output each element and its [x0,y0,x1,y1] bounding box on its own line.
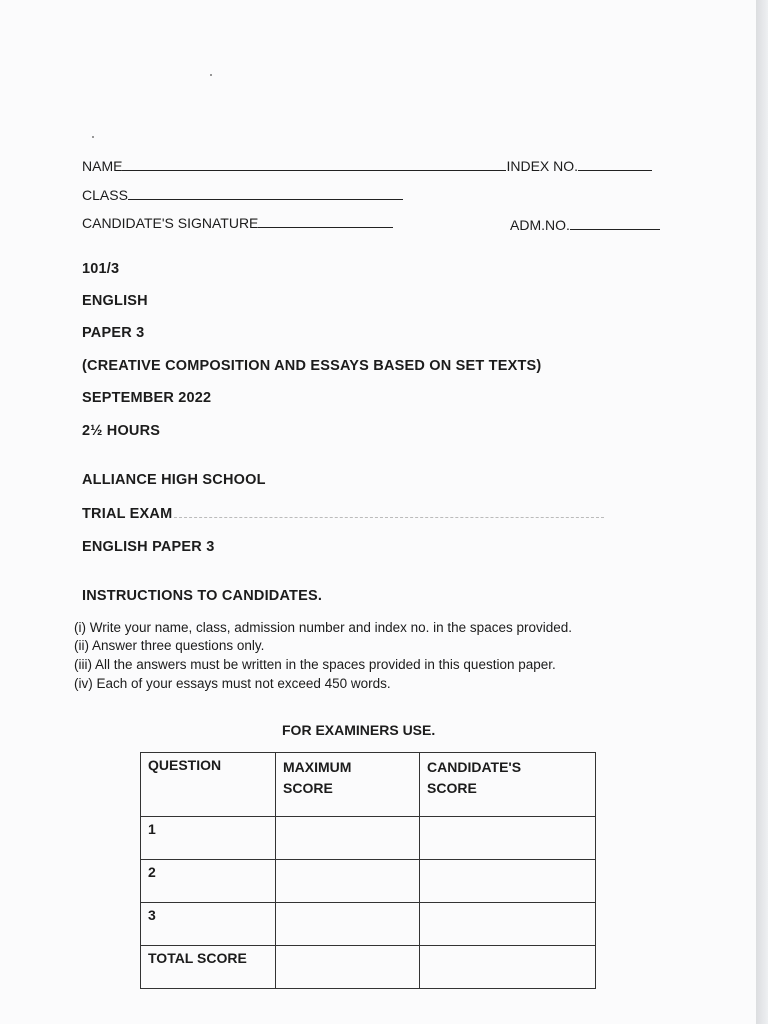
instruction-item: (ii) Answer three questions only. [74,638,265,653]
examiners-heading: FOR EXAMINERS USE. [282,722,436,738]
paper-description: (CREATIVE COMPOSITION AND ESSAYS BASED ON SET TEXTS) [82,358,542,374]
exam-subtitle: ENGLISH PAPER 3 [82,539,215,555]
scan-speck [210,74,212,76]
column-header-maximum-score [276,753,420,817]
page-edge-shadow [756,0,768,1024]
paper-code: 101/3 [82,261,120,277]
table-row [141,903,596,946]
table-header-row [141,753,596,817]
signature-row [82,214,393,231]
column-header-label: MAXIMUM SCORE [283,759,352,796]
table-row [141,946,596,989]
candidate-score-cell[interactable] [420,946,596,989]
index-label: INDEX NO. [506,158,579,174]
candidate-score-cell[interactable] [420,860,596,903]
question-cell: 1 [141,817,276,860]
paper-number: PAPER 3 [82,325,145,341]
max-score-cell[interactable] [276,817,420,860]
adm-label: ADM.NO. [510,217,570,233]
max-score-cell[interactable] [276,903,420,946]
table-row [141,817,596,860]
signature-label: CANDIDATE'S SIGNATURE [82,215,259,231]
question-cell: 2 [141,860,276,903]
index-field[interactable] [578,157,652,171]
class-label: CLASS [82,187,128,203]
instructions-heading: INSTRUCTIONS TO CANDIDATES. [82,588,323,604]
exam-name: TRIAL EXAM [82,506,173,522]
duration: 2½ HOURS [82,423,161,439]
exam-name-row [82,505,604,522]
column-header-candidate-score [420,753,596,817]
question-cell: 3 [141,903,276,946]
school-name: ALLIANCE HIGH SCHOOL [82,472,266,488]
instruction-item: (iii) All the answers must be written in the spaces provided in this question paper. [74,657,556,672]
column-header-label: CANDIDATE'S SCORE [427,759,522,796]
max-score-cell[interactable] [276,860,420,903]
class-row [82,186,403,203]
adm-field[interactable] [570,216,660,230]
instruction-item: (iv) Each of your essays must not exceed 450 words. [74,676,391,691]
candidate-score-cell[interactable] [420,817,596,860]
scan-speck [92,136,94,138]
question-cell: TOTAL SCORE [141,946,276,989]
name-field[interactable] [122,157,506,171]
signature-field[interactable] [258,214,393,228]
subject: ENGLISH [82,293,148,309]
name-label: NAME [82,158,123,174]
exam-date: SEPTEMBER 2022 [82,390,212,406]
examiners-score-table [140,752,596,989]
table-row [141,860,596,903]
max-score-cell[interactable] [276,946,420,989]
class-field[interactable] [128,186,403,200]
adm-row [510,216,660,233]
column-header-question: QUESTION [141,753,276,817]
instruction-item: (i) Write your name, class, admission number and index no. in the spaces provided. [74,620,572,635]
name-row [82,157,652,174]
candidate-score-cell[interactable] [420,903,596,946]
exam-name-line [174,505,604,518]
